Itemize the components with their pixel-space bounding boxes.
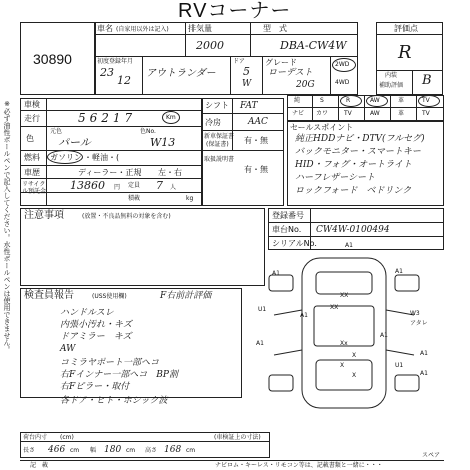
damage-mark: X: [352, 372, 357, 379]
damage-mark: Xx: [340, 340, 348, 347]
damage-mark: X: [352, 352, 357, 359]
lot-number: 30890: [33, 51, 72, 67]
color-original-label: 元色: [50, 128, 63, 135]
recycle-value: 13860: [70, 179, 105, 192]
inspector-note: ドアミラー キズ: [60, 332, 132, 342]
equip-top-6: TV: [422, 97, 430, 104]
length-value: 466: [48, 445, 66, 455]
equip-top-1: 純: [294, 97, 301, 104]
warranty-sub: (保証書): [206, 141, 229, 148]
damage-mark: A1: [420, 350, 428, 357]
chassis-value: CW4W-0100494: [316, 225, 390, 235]
serial-label: シリアルNo.: [272, 239, 317, 248]
manual-label: 取扱説明書: [204, 156, 235, 163]
damage-mark: A1: [256, 340, 264, 347]
spare-label: スペア: [422, 452, 441, 459]
car-name-label: 車名: [97, 24, 113, 33]
seats-label: 定員: [128, 182, 141, 189]
rating-value: R: [398, 42, 412, 63]
load-unit: kg: [186, 195, 194, 202]
doors-value: 5: [243, 65, 250, 78]
width-cm: cm: [126, 447, 136, 454]
fuel-value: ガソリン: [50, 153, 82, 162]
damage-mark: A1: [345, 242, 353, 249]
recycle-unit: 円: [114, 184, 121, 191]
footer-left: 記 載: [30, 462, 49, 469]
damage-mark: XX: [330, 304, 339, 311]
color-label: 色: [26, 134, 34, 143]
damage-mark: U1: [395, 362, 404, 369]
width-value: 180: [104, 445, 122, 455]
inspector-note: 右Fピラー・取付: [60, 382, 130, 392]
interior-sub: 補助評価: [379, 82, 404, 89]
shift-label: シフト: [205, 101, 229, 110]
history-lr: 左・右: [158, 168, 182, 177]
shift-value: FAT: [240, 101, 258, 111]
inspector-note: 右Fインナー一部へコ BP割: [60, 370, 178, 380]
length-label: 長さ: [23, 447, 36, 454]
sales-points-label: セールスポイント: [290, 123, 354, 132]
vehicle-dims-label: (車検証上の寸法): [214, 434, 261, 441]
rating-label: 評価点: [394, 24, 418, 33]
inspector-note: AW: [60, 344, 76, 354]
grade-value: ローデスト: [268, 68, 313, 78]
inspector-note: コミラヤポート一部へコ: [60, 358, 160, 368]
page-title: RVコーナー: [178, 0, 292, 22]
equip-bot-1: ナビ: [292, 110, 305, 117]
equip-bot-5: 革: [398, 110, 405, 117]
car-name-note: (自家用以外は記入): [116, 26, 169, 33]
displacement-value: 2000: [196, 39, 224, 52]
color-code-value: W13: [150, 136, 176, 149]
footer-right: ナビロム・キーレス・リモコン等は、記載書類と一緒に・・・: [215, 462, 383, 469]
shift-ac-grid: [202, 98, 284, 206]
equip-top-4: AW: [370, 97, 380, 104]
equip-top-5: 革: [398, 97, 405, 104]
inspector-sub: (USS使用欄): [92, 293, 127, 300]
model-value: DBA-CW4W: [280, 39, 347, 52]
fuel-label: 燃料: [24, 153, 40, 162]
fuel-options: ・軽油・(: [84, 153, 120, 162]
recycle-label: リサイクル預託金: [22, 181, 47, 195]
damage-mark: U1: [258, 306, 267, 313]
damage-mark: A1: [272, 270, 280, 277]
inspector-note: 内張小汚れ・キズ: [60, 320, 132, 330]
side-notice: ※必ず油性ボールペンで記入してください。水性ボールペンは使用できません。: [3, 100, 11, 353]
damage-mark: アタレ: [410, 320, 428, 327]
first-reg-month: 12: [117, 74, 131, 87]
sales-point-line: HID・フォグ・オートライト: [295, 160, 412, 170]
drive-4wd: 4WD: [335, 79, 350, 86]
inspector-box: [20, 288, 242, 398]
history-label: 車歴: [24, 168, 40, 177]
interior-label: 内装: [385, 72, 398, 79]
sales-point-line: ロックフォード ベドリンク: [295, 186, 412, 196]
displacement-label: 排気量: [188, 24, 212, 33]
notes-sub: (放置・不良品無料の対象を含む): [82, 213, 171, 220]
seats-value: 7: [156, 179, 163, 192]
ac-label: 冷房: [205, 118, 221, 127]
color-value: パール: [58, 136, 91, 149]
first-reg-label: 初度登録年月: [97, 58, 134, 65]
height-label: 高さ: [145, 447, 158, 454]
dimensions-unit-note: (cm): [60, 434, 74, 441]
inspector-label: 検査員報告: [24, 290, 74, 301]
grade-sub: 20G: [296, 80, 315, 90]
model-label: 型 式: [263, 24, 287, 33]
equip-bot-6: TV: [422, 110, 430, 117]
equip-bot-2: カワ: [316, 110, 329, 117]
sales-point-line: 純正HDDナビ・DTV(フルセグ): [295, 134, 425, 144]
notes-label: 注意事項: [24, 210, 64, 221]
equip-top-2: S: [320, 97, 324, 104]
damage-mark: XX: [340, 292, 349, 299]
inspector-note: 各ドア・ヒト・ホシック波: [60, 396, 168, 406]
car-name-value: アウトランダー: [146, 68, 216, 79]
doors-sub: W: [242, 79, 252, 89]
seats-unit: 人: [170, 184, 177, 191]
dimensions-label: 荷台内寸: [23, 434, 48, 441]
chassis-label: 車台No.: [272, 225, 302, 234]
equip-top-3: R: [346, 97, 351, 104]
reg-label: 登録番号: [272, 211, 304, 220]
sales-point-line: ハーフレザーシート: [295, 173, 376, 183]
damage-mark: W3: [410, 310, 420, 317]
load-label: 積載: [128, 195, 141, 202]
manual-value: 有・無: [244, 165, 268, 174]
ac-value: AAC: [248, 117, 268, 127]
inspector-first-line: F右前計評価: [160, 291, 212, 301]
height-value: 168: [164, 445, 182, 455]
inspector-note: ハンドルスレ: [60, 308, 114, 318]
height-cm: cm: [186, 447, 196, 454]
damage-mark: A1: [380, 332, 388, 339]
damage-mark: A1: [420, 370, 428, 377]
warranty-label: 新車保証書: [204, 133, 235, 140]
mileage-unit: Km: [166, 114, 176, 121]
first-reg-year: 23: [100, 66, 114, 79]
interior-value: B: [422, 73, 432, 88]
equip-bot-4: AW: [370, 110, 380, 117]
grade-label: グレード: [265, 58, 297, 67]
mileage-value: 56217: [78, 111, 137, 125]
length-cm: cm: [70, 447, 80, 454]
width-label: 幅: [90, 447, 97, 454]
mileage-label: 走行: [24, 114, 40, 123]
warranty-value: 有・無: [244, 136, 268, 145]
damage-mark: A1: [395, 268, 403, 275]
history-dealer: ディーラー・正規: [78, 168, 142, 177]
damage-mark: X: [340, 362, 345, 369]
color-code-label: 色No.: [140, 128, 156, 135]
doors-label: ドア: [233, 58, 245, 65]
equip-bot-3: TV: [344, 110, 352, 117]
sales-point-line: バックモニター・スマートキー: [295, 147, 421, 157]
inspection-label: 車検: [24, 100, 40, 109]
damage-mark: A1: [300, 312, 308, 319]
drive-2wd: 2WD: [335, 61, 350, 68]
